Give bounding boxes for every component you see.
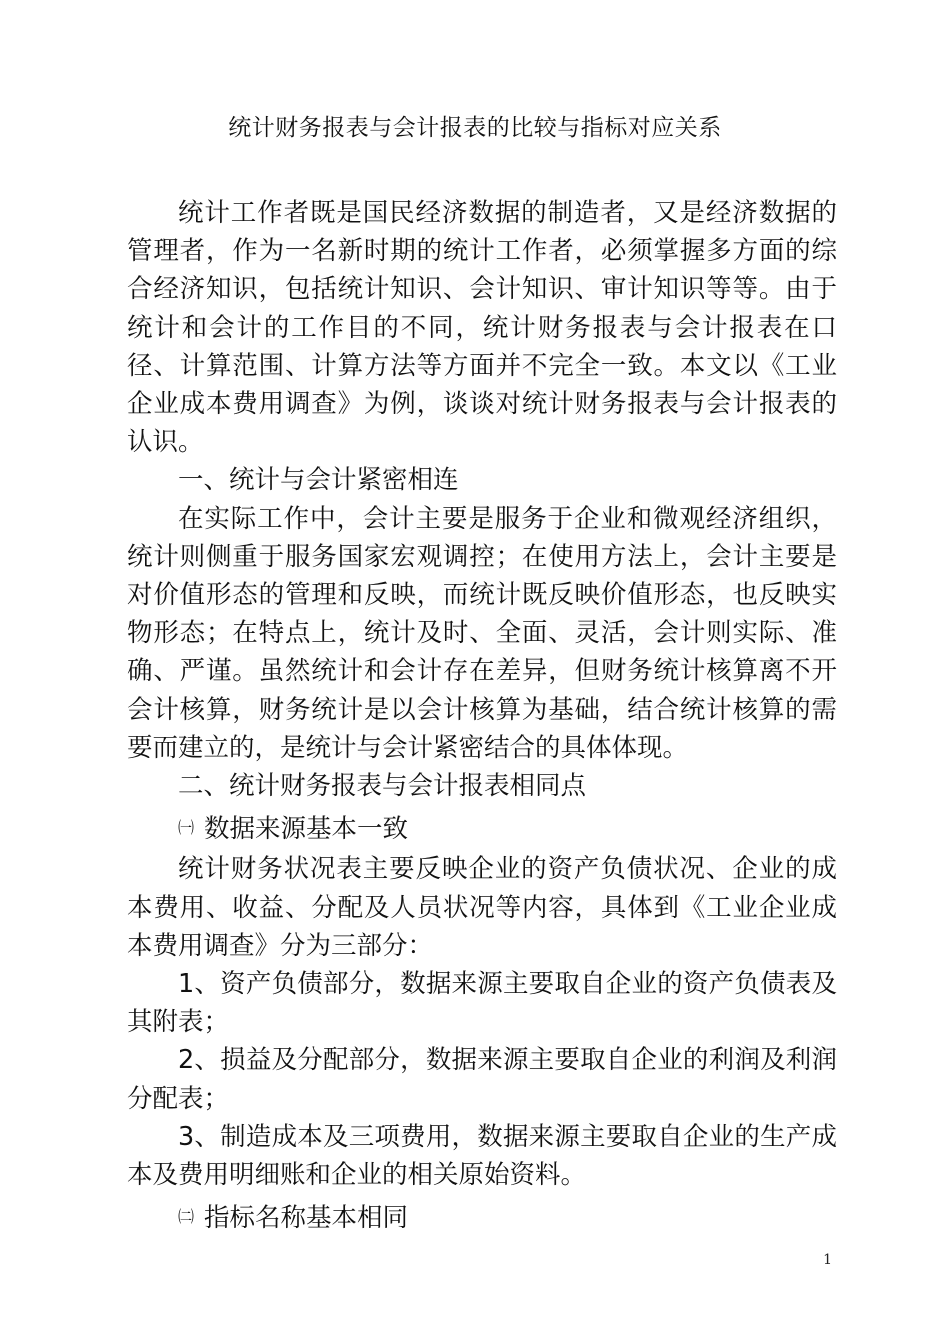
enumerator-1: ㈠ — [178, 818, 195, 838]
intro-paragraph: 统计工作者既是国民经济数据的制造者，又是经济数据的管理者，作为一名新时期的统计工作者，必须掌握多方面的综合经济知识，包括统计知识、会计知识、审计知识等等。由于统计和会计的工作目的不同，统计财务报表与会计报表在口径、计算范围、计算方法等方面并不完全一致。本文以《工业企业成本费用调查》为例，谈谈对统计财务报表与会计报表的认识。 — [127, 198, 837, 458]
list-item-2: 2、损益及分配部分，数据来源主要取自企业的利润及利润分配表； — [127, 1045, 837, 1114]
subsection-heading-1 — [127, 809, 837, 848]
subsection-1-paragraph: 统计财务状况表主要反映企业的资产负债状况、企业的成本费用、收益、分配及人员状况等内容，具体到《工业企业成本费用调查》分为三部分： — [127, 854, 837, 961]
page-number: 1 — [823, 1252, 832, 1268]
subsection-heading-2 — [127, 1198, 837, 1237]
section-heading-2: 二、统计财务报表与会计报表相同点 — [178, 771, 587, 802]
subsection-heading-1-text: 数据来源基本一致 — [204, 814, 409, 845]
enumerator-2: ㈡ — [178, 1207, 195, 1227]
document-title: 统计财务报表与会计报表的比较与指标对应关系 — [228, 115, 722, 141]
subsection-heading-2-text: 指标名称基本相同 — [204, 1203, 409, 1234]
list-item-3: 3、制造成本及三项费用，数据来源主要取自企业的生产成本及费用明细账和企业的相关原始资料。 — [127, 1121, 837, 1191]
document-body — [127, 194, 837, 1239]
list-item-1: 1、资产负债部分，数据来源主要取自企业的资产负债表及其附表； — [127, 969, 837, 1038]
section-1-paragraph: 在实际工作中，会计主要是服务于企业和微观经济组织，统计则侧重于服务国家宏观调控；在使用方法上，会计主要是对价值形态的管理和反映，而统计既反映价值形态，也反映实物形态；在特点上，统计及时、全面、灵活，会计则实际、准确、严谨。虽然统计和会计存在差异，但财务统计核算离不开会计核算，财务统计是以会计核算为基础，结合统计核算的需要而建立的，是统计与会计紧密结合的具体体现。 — [127, 503, 837, 763]
section-heading-1: 一、统计与会计紧密相连 — [178, 465, 459, 496]
